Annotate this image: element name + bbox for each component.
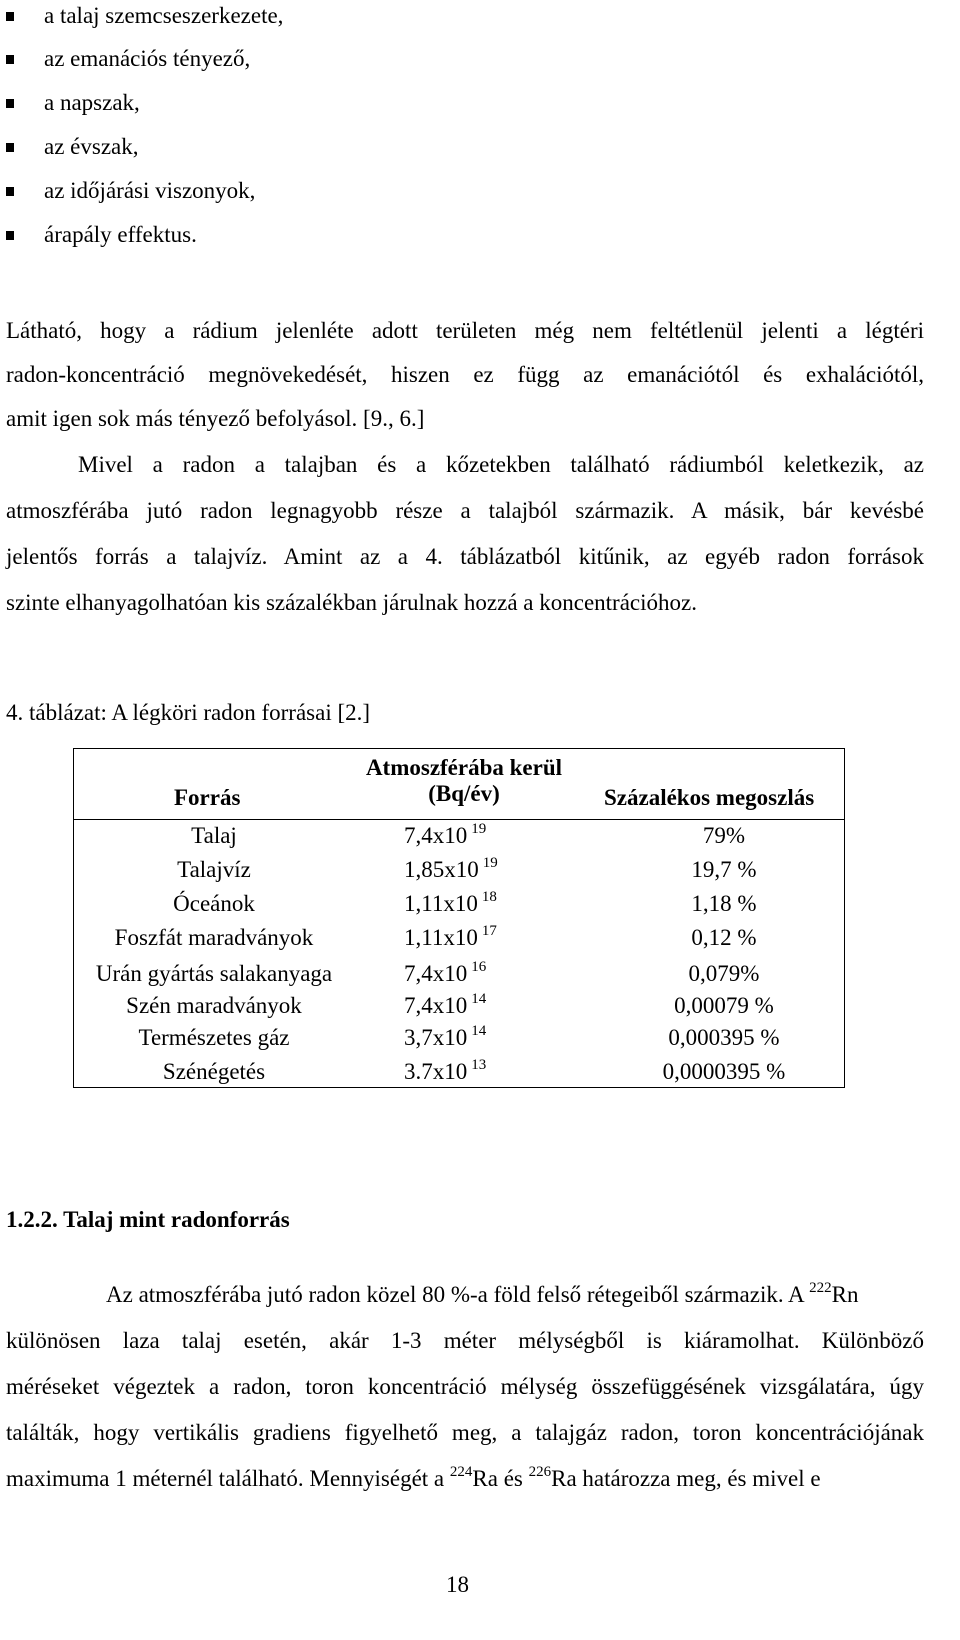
- cell-source: Foszfát maradványok: [114, 925, 314, 950]
- amount-exponent: 14: [471, 1023, 487, 1039]
- amount-exponent: 14: [471, 991, 487, 1007]
- cell-amount: [404, 925, 564, 951]
- amount-mantissa: 3,7x10: [404, 1025, 468, 1050]
- page-number: 18: [446, 1572, 469, 1597]
- table-row: [74, 857, 846, 891]
- cell-amount: [404, 1025, 564, 1051]
- list-item: [0, 46, 600, 86]
- cell-amount: [404, 891, 564, 917]
- cell-percent: 0,0000395 %: [662, 1059, 786, 1084]
- line-text: Ra és: [472, 1466, 523, 1491]
- paragraph-line: [106, 1282, 859, 1308]
- paragraph-line: méréseket végeztek a radon, toron koncentráció mélység összefüggésének vizsgálatára, úgy: [6, 1374, 924, 1399]
- table-row: [74, 891, 846, 925]
- column-header-amount-line1: Atmoszférába kerül: [365, 755, 563, 780]
- paragraph-line: Látható, hogy a rádium jelenléte adott területen még nem feltétlenül jelenti a légtéri: [6, 318, 924, 343]
- cell-amount: [404, 823, 564, 849]
- list-item: [0, 222, 600, 262]
- amount-exponent: 19: [482, 855, 498, 871]
- list-item: [0, 178, 600, 218]
- amount-mantissa: 7,4x10: [404, 993, 468, 1018]
- list-item-text: a talaj szemcseszerkezete,: [44, 3, 284, 28]
- paragraph-line: találták, hogy vertikális gradiens figyelhető meg, a talajgáz radon, toron koncentrációjának: [6, 1420, 924, 1445]
- cell-percent: 0,079%: [688, 961, 760, 986]
- square-bullet-icon: [6, 12, 14, 21]
- cell-source: Talaj: [191, 823, 237, 848]
- table-row: [74, 1059, 846, 1093]
- cell-percent: 0,000395 %: [668, 1025, 780, 1050]
- paragraph-line: [6, 1466, 821, 1492]
- list-item: [0, 3, 600, 43]
- cell-source: Talajvíz: [177, 857, 251, 882]
- table-row: [74, 1025, 846, 1059]
- cell-amount: [404, 857, 564, 883]
- line-text: Az atmoszférába jutó radon közel 80 %-a föld felső rétegeiből származik. A: [106, 1282, 804, 1307]
- paragraph-line: Mivel a radon a talajban és a kőzetekben található rádiumból keletkezik, az: [78, 452, 924, 477]
- amount-mantissa: 1,11x10: [404, 925, 478, 950]
- square-bullet-icon: [6, 231, 14, 240]
- isotope-mass-number: 222: [809, 1280, 832, 1296]
- header-divider: [74, 819, 844, 820]
- list-item-text: az évszak,: [44, 134, 139, 159]
- cell-amount: [404, 961, 564, 987]
- list-item-text: az emanációs tényező,: [44, 46, 251, 71]
- amount-mantissa: 7,4x10: [404, 823, 468, 848]
- list-item-text: a napszak,: [44, 90, 140, 115]
- amount-exponent: 19: [471, 821, 487, 837]
- table-row: [74, 925, 846, 959]
- line-text: maximuma 1 méternél található. Mennyiségét a: [6, 1466, 445, 1491]
- amount-mantissa: 3.7x10: [404, 1059, 468, 1084]
- paragraph-line: szinte elhanyagolhatóan kis százalékban járulnak hozzá a koncentrációhoz.: [6, 590, 697, 615]
- square-bullet-icon: [6, 187, 14, 196]
- column-header-amount: [364, 755, 564, 807]
- isotope-mass-number: 226: [528, 1464, 552, 1480]
- cell-source: Természetes gáz: [138, 1025, 290, 1050]
- cell-amount: [404, 1059, 564, 1085]
- table-row: [74, 961, 846, 995]
- cell-amount: [404, 993, 564, 1019]
- cell-source: Urán gyártás salakanyaga: [95, 961, 333, 986]
- square-bullet-icon: [6, 55, 14, 64]
- square-bullet-icon: [6, 143, 14, 152]
- isotope-mass-number: 224: [449, 1464, 473, 1480]
- amount-mantissa: 7,4x10: [404, 961, 468, 986]
- element-symbol: Rn: [831, 1282, 859, 1307]
- paragraph-line: különösen laza talaj esetén, akár 1-3 méter mélységből is kiáramolhat. Különböző: [6, 1328, 924, 1353]
- table-row: [74, 823, 846, 857]
- list-item-text: árapály effektus.: [44, 222, 197, 247]
- paragraph-line: atmoszférába jutó radon legnagyobb része a talajból származik. A másik, bár kevésbé: [6, 498, 924, 523]
- cell-source: Szén maradványok: [126, 993, 302, 1018]
- cell-percent: 19,7 %: [691, 857, 757, 882]
- paragraph-line: radon-koncentráció megnövekedését, hiszen ez függ az emanációtól és exhalációtól,: [6, 362, 924, 387]
- amount-exponent: 17: [481, 923, 497, 939]
- column-header-source: Forrás: [174, 785, 241, 810]
- amount-exponent: 18: [481, 889, 497, 905]
- amount-exponent: 13: [471, 1057, 487, 1073]
- cell-percent: 1,18 %: [691, 891, 757, 916]
- table-caption: 4. táblázat: A légköri radon forrásai [2.]: [6, 700, 371, 725]
- amount-exponent: 16: [471, 959, 487, 975]
- paragraph-line: amit igen sok más tényező befolyásol. [9., 6.]: [6, 406, 425, 431]
- column-header-amount-line2: (Bq/év): [428, 781, 500, 806]
- amount-mantissa: 1,11x10: [404, 891, 478, 916]
- amount-mantissa: 1,85x10: [404, 857, 479, 882]
- line-text: Ra határozza meg, és mivel e: [551, 1466, 821, 1491]
- list-item: [0, 90, 600, 130]
- list-item: [0, 134, 600, 174]
- table-row: [74, 993, 846, 1027]
- cell-percent: 0,00079 %: [674, 993, 774, 1018]
- section-heading: 1.2.2. Talaj mint radonforrás: [6, 1207, 290, 1232]
- column-header-percent: Százalékos megoszlás: [604, 785, 815, 810]
- paragraph-line: jelentős forrás a talajvíz. Amint az a 4. táblázatból kitűnik, az egyéb radon források: [6, 544, 924, 569]
- cell-percent: 0,12 %: [691, 925, 757, 950]
- cell-source: Szénégetés: [162, 1059, 266, 1084]
- cell-percent: 79%: [702, 823, 746, 848]
- cell-source: Óceánok: [173, 891, 255, 916]
- radon-sources-table: [73, 748, 845, 1088]
- square-bullet-icon: [6, 99, 14, 108]
- list-item-text: az időjárási viszonyok,: [44, 178, 256, 203]
